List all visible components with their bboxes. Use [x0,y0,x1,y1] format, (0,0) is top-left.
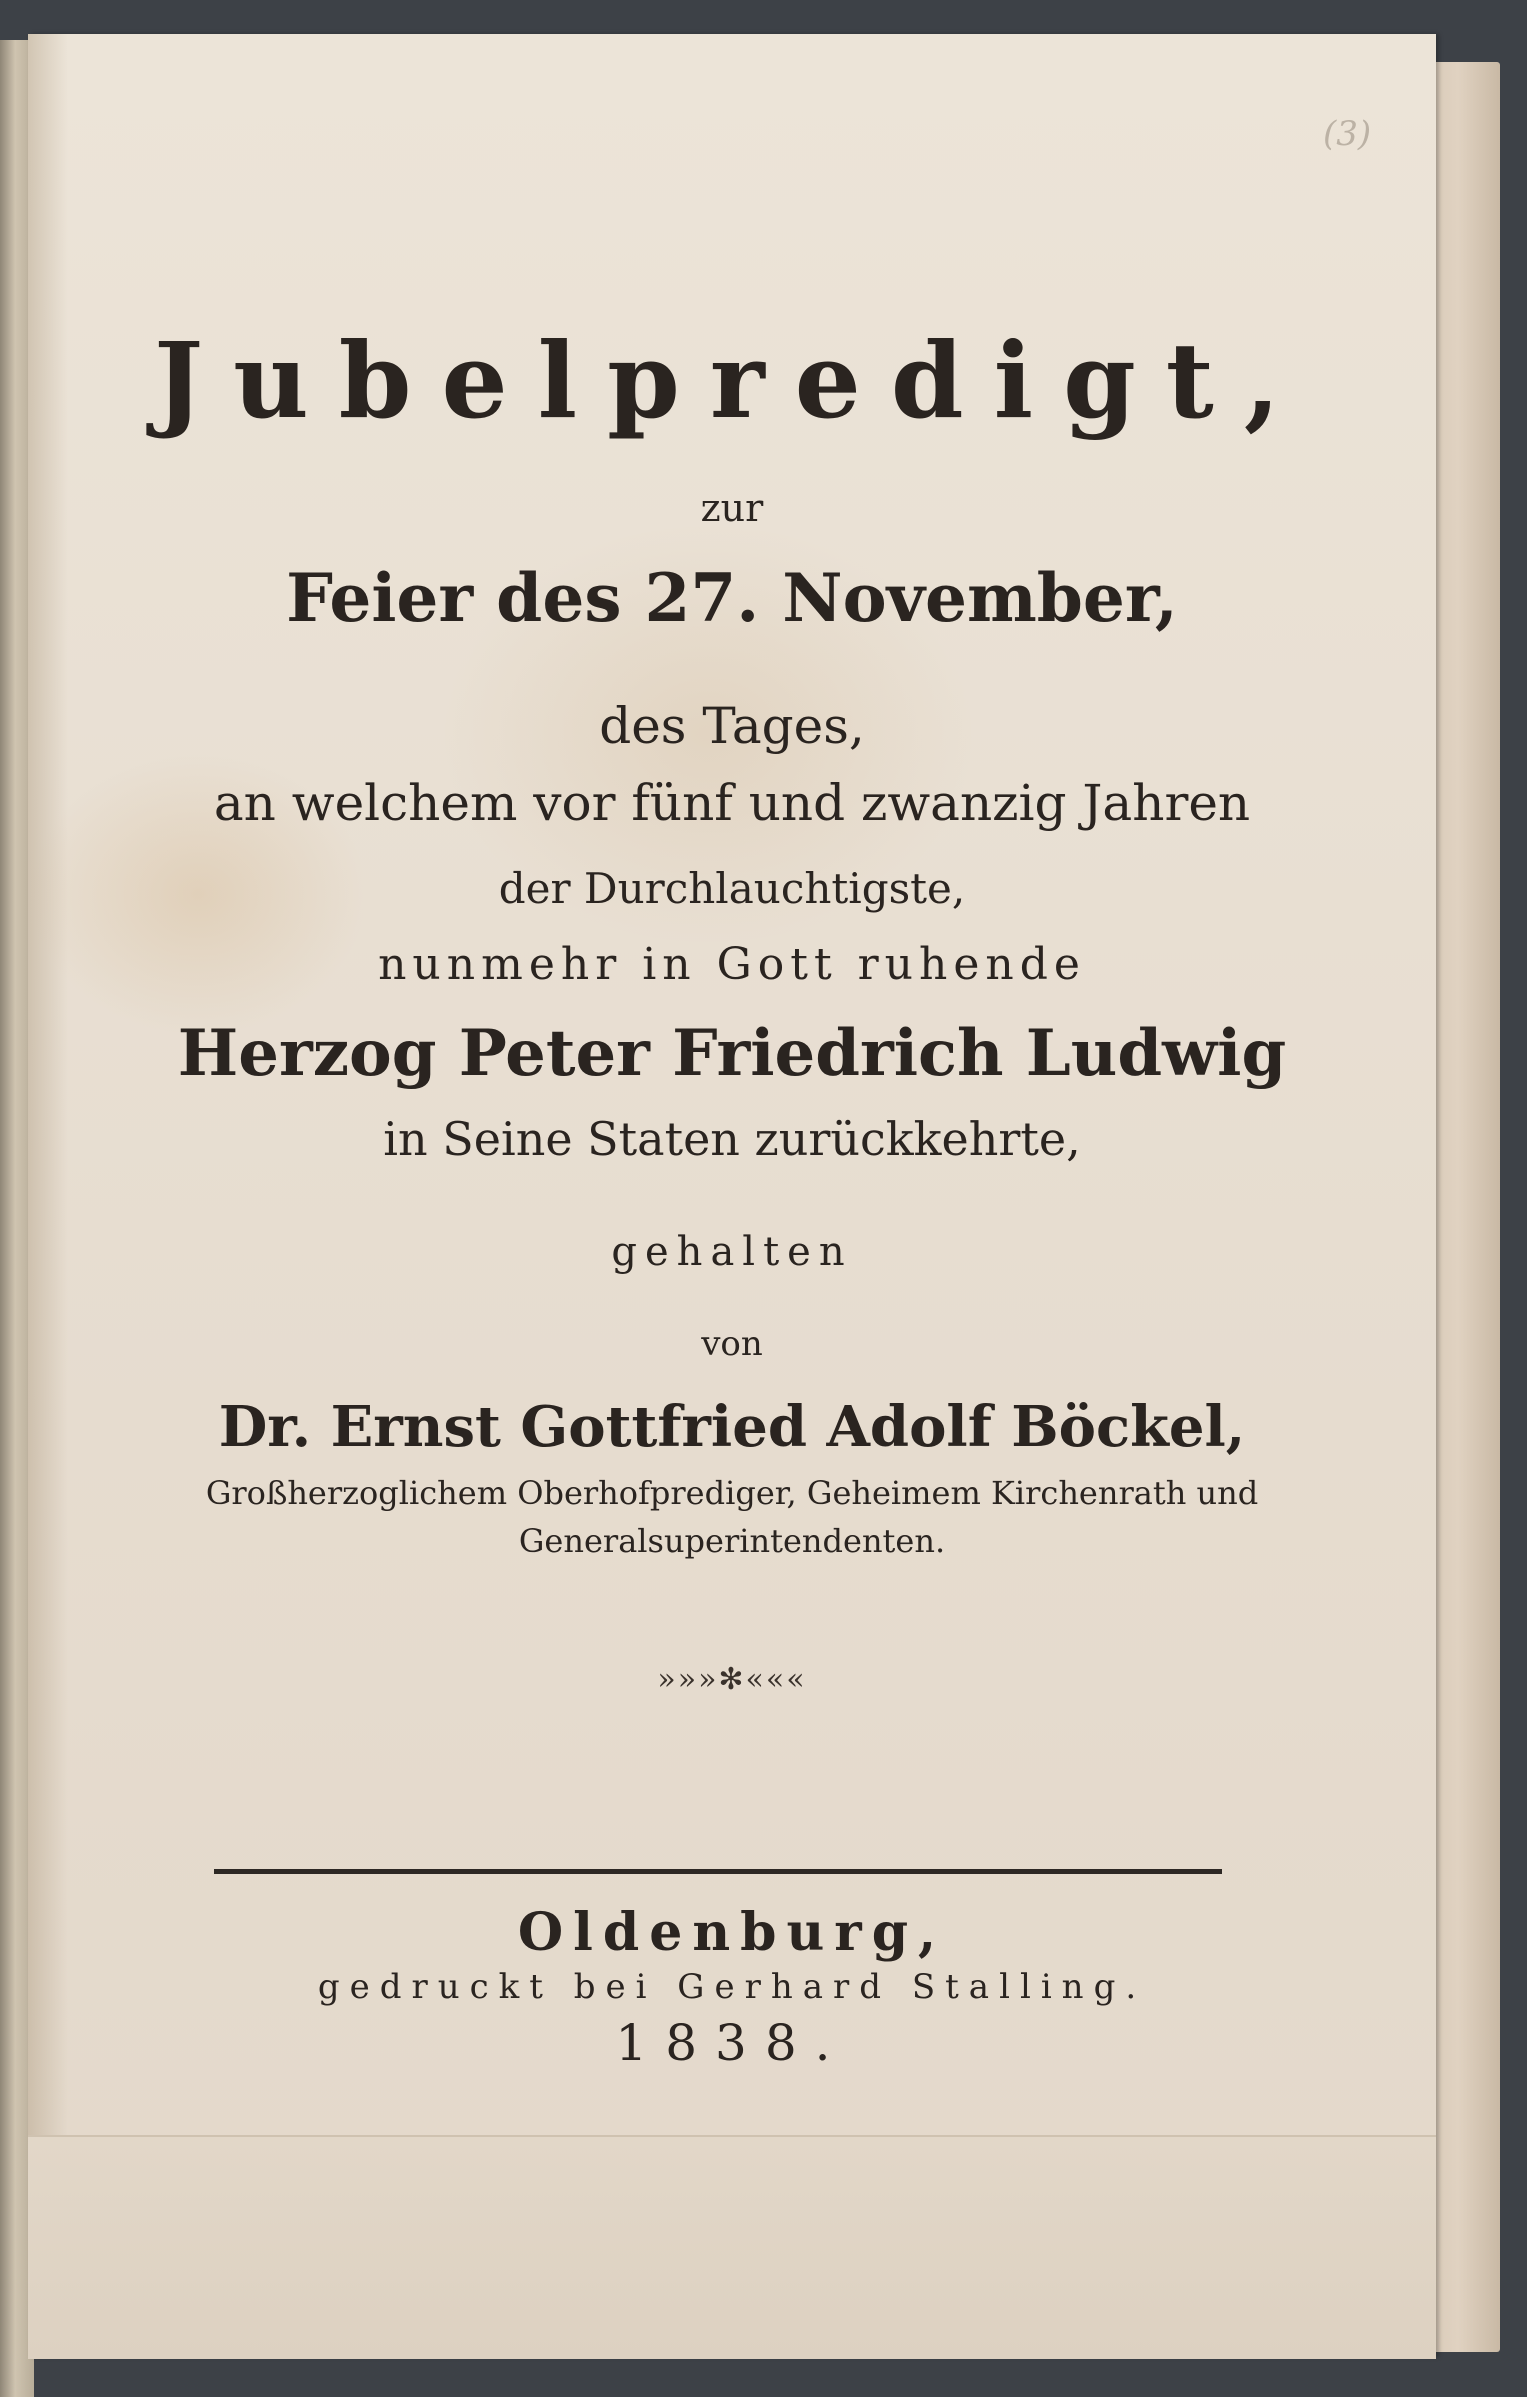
author-titles-line-2: Generalsuperintendenten. [518,1522,946,1560]
page-fold-edge [28,2135,1436,2359]
page-number-mark: (3) [1323,114,1372,154]
line-herzog: Herzog Peter Friedrich Ludwig [177,1016,1287,1091]
author-titles-line-1: Großherzoglichem Oberhofprediger, Geheimem Kirchenrath und [205,1474,1259,1512]
imprint-city: Oldenburg, [517,1902,947,1963]
line-zur: zur [700,486,764,530]
line-von: von [701,1324,763,1364]
ornament-divider: »»»✻««« [657,1662,807,1697]
author-name: Dr. Ernst Gottfried Adolf Böckel, [218,1394,1246,1460]
line-tages: des Tages, [599,697,865,755]
line-nunmehr: nunmehr in Gott ruhende [378,939,1086,990]
line-durchlauchtigste: der Durchlauchtigste, [498,864,966,913]
line-feier: Feier des 27. November, [286,559,1178,637]
title-page [28,34,1436,2357]
line-welchem: an welchem vor fünf und zwanzig Jahren [213,774,1251,832]
imprint-printer: gedruckt bei Gerhard Stalling. [317,1967,1147,2007]
line-seine: in Seine Staten zurückkehrte, [383,1112,1081,1166]
main-title: Jubelpredigt, [153,319,1311,442]
imprint-year: 1838. [615,2014,849,2072]
horizontal-rule [214,1869,1222,1874]
line-gehalten: gehalten [611,1229,853,1275]
